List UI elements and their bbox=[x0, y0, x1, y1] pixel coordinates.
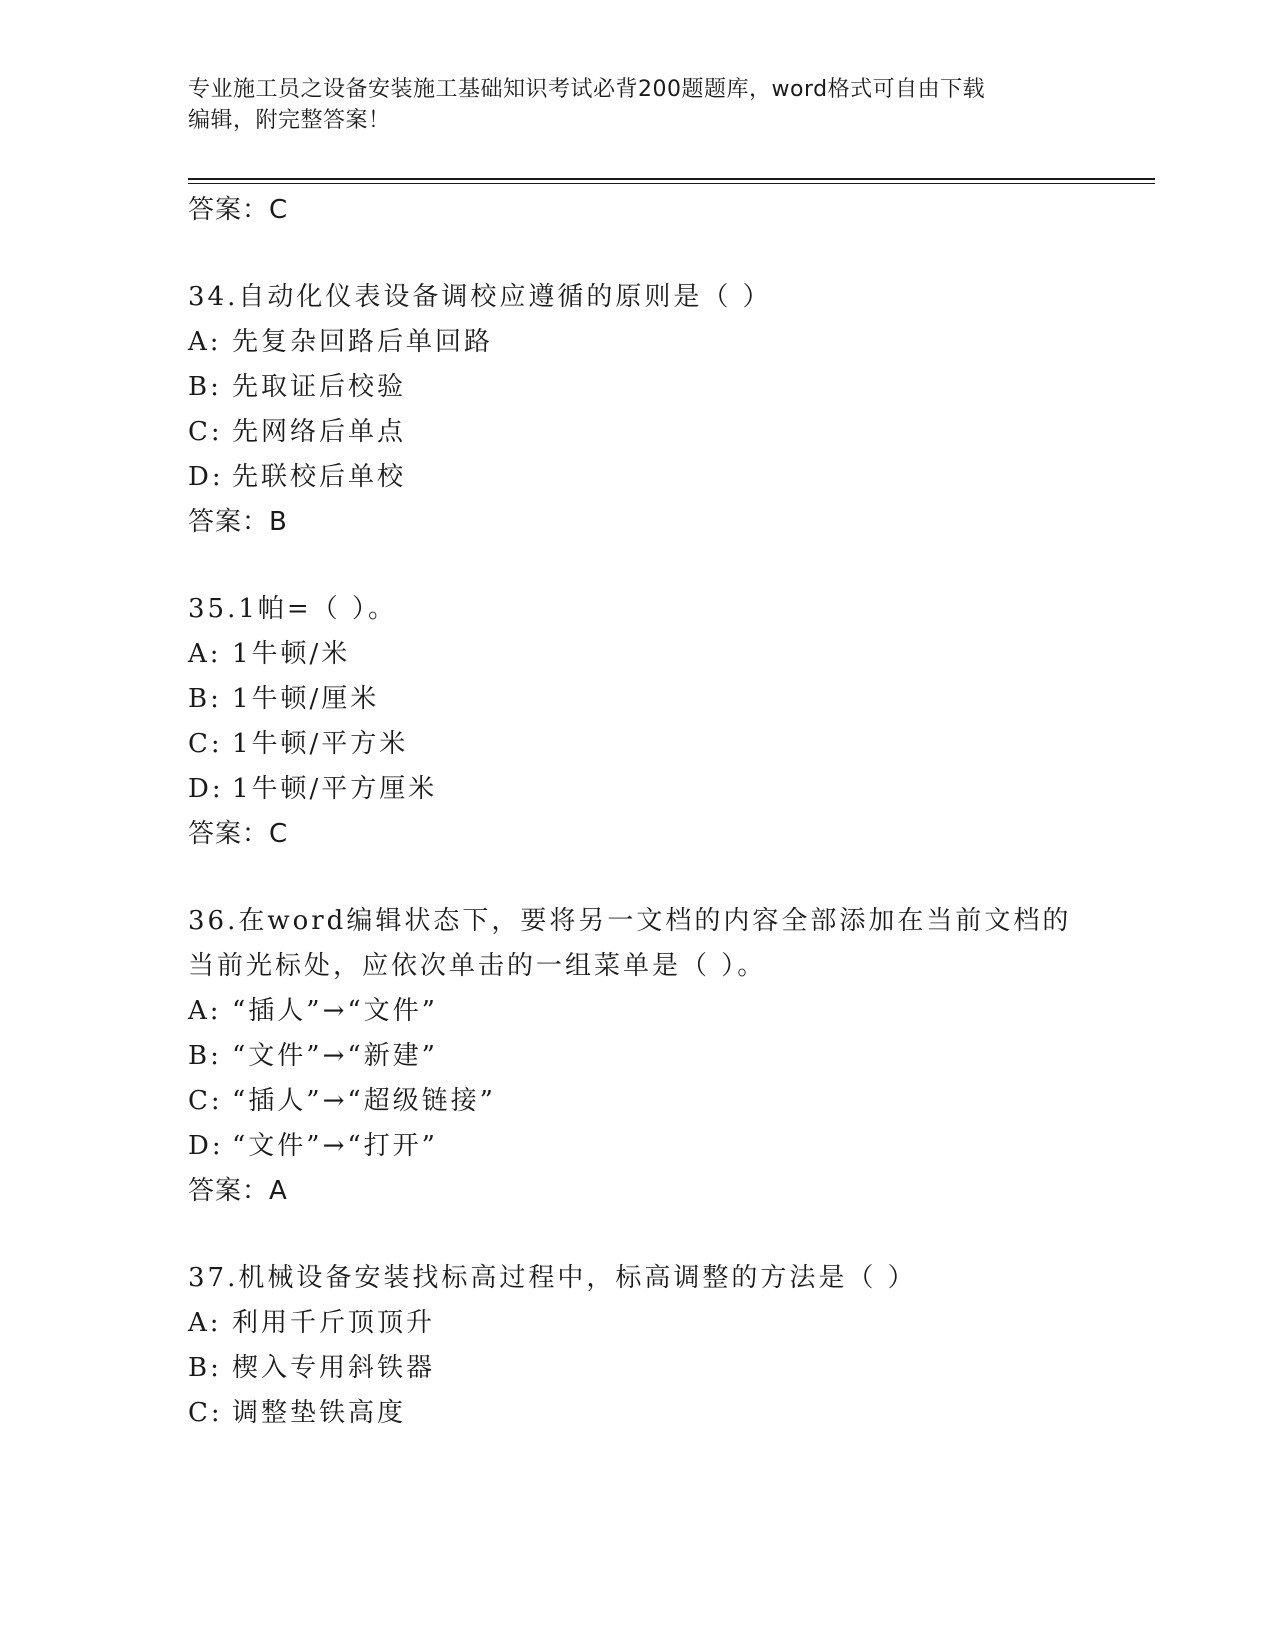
option-row bbox=[188, 365, 1088, 410]
option-row bbox=[188, 677, 1088, 722]
option-text: 先网络后单点 bbox=[232, 417, 407, 447]
option-row bbox=[188, 722, 1088, 767]
document-header bbox=[188, 74, 1068, 136]
option-row bbox=[188, 1124, 1088, 1169]
option-row bbox=[188, 1391, 1088, 1436]
question-block bbox=[188, 587, 1088, 857]
question-stem: 当前光标处，应依次单击的一组菜单是（ ）。 bbox=[188, 951, 767, 981]
answer-line: 答案：B bbox=[188, 507, 288, 537]
option-text: “文件”→“新建” bbox=[232, 1041, 438, 1071]
option-text: “插人”→“文件” bbox=[232, 996, 438, 1026]
option-letter: A: bbox=[188, 639, 222, 669]
option-text: 调整垫铁高度 bbox=[232, 1398, 407, 1428]
option-letter: D: bbox=[188, 774, 224, 804]
option-letter: C: bbox=[188, 729, 223, 759]
option-row bbox=[188, 455, 1088, 500]
option-row bbox=[188, 989, 1088, 1034]
question-stem: 37.机械设备安装找标高过程中，标高调整的方法是（ ） bbox=[188, 1263, 917, 1293]
option-letter: B: bbox=[188, 684, 222, 714]
option-text: 楔入专用斜铁器 bbox=[232, 1353, 436, 1383]
option-text: 1牛顿/厘米 bbox=[232, 684, 380, 714]
answer-line: 答案：C bbox=[188, 819, 289, 849]
option-text: 利用千斤顶顶升 bbox=[232, 1308, 436, 1338]
header-divider-thick bbox=[188, 178, 1155, 180]
option-letter: A: bbox=[188, 1308, 222, 1338]
question-stem: 35.1帕=（ ）。 bbox=[188, 594, 397, 624]
option-letter: B: bbox=[188, 1041, 222, 1071]
option-text: “文件”→“打开” bbox=[232, 1131, 438, 1161]
option-row bbox=[188, 410, 1088, 455]
option-row bbox=[188, 1346, 1088, 1391]
option-letter: D: bbox=[188, 1131, 224, 1161]
option-letter: B: bbox=[188, 1353, 222, 1383]
question-block bbox=[188, 1256, 1088, 1436]
option-text: 先联校后单校 bbox=[232, 462, 407, 492]
option-row bbox=[188, 1034, 1088, 1079]
option-letter: D: bbox=[188, 462, 224, 492]
question-list bbox=[188, 275, 1088, 1436]
answer-line: 答案：A bbox=[188, 1176, 288, 1206]
question-block bbox=[188, 899, 1088, 1214]
option-text: 1牛顿/平方米 bbox=[232, 729, 409, 759]
option-row bbox=[188, 320, 1088, 365]
option-text: 1牛顿/米 bbox=[232, 639, 351, 669]
option-text: 先取证后校验 bbox=[232, 372, 407, 402]
answer-line: 答案：C bbox=[188, 195, 289, 225]
document-body bbox=[188, 188, 1088, 1436]
header-divider-thin bbox=[188, 183, 1155, 184]
option-letter: C: bbox=[188, 1398, 223, 1428]
option-text: “插人”→“超级链接” bbox=[232, 1086, 496, 1116]
header-line-1: 专业施工员之设备安装施工基础知识考试必背200题题库，word格式可自由下载 bbox=[188, 77, 986, 102]
option-row bbox=[188, 1079, 1088, 1124]
option-letter: C: bbox=[188, 417, 223, 447]
option-letter: A: bbox=[188, 996, 222, 1026]
option-row bbox=[188, 632, 1088, 677]
option-row bbox=[188, 1301, 1088, 1346]
option-letter: B: bbox=[188, 372, 222, 402]
question-stem: 34.自动化仪表设备调校应遵循的原则是（ ） bbox=[188, 282, 772, 312]
option-letter: A: bbox=[188, 327, 222, 357]
question-stem: 36.在word编辑状态下，要将另一文档的内容全部添加在当前文档的 bbox=[188, 906, 1072, 936]
option-text: 先复杂回路后单回路 bbox=[232, 327, 494, 357]
option-text: 1牛顿/平方厘米 bbox=[232, 774, 438, 804]
header-line-2: 编辑，附完整答案！ bbox=[188, 108, 391, 133]
option-letter: C: bbox=[188, 1086, 223, 1116]
question-block bbox=[188, 275, 1088, 545]
option-row bbox=[188, 767, 1088, 812]
